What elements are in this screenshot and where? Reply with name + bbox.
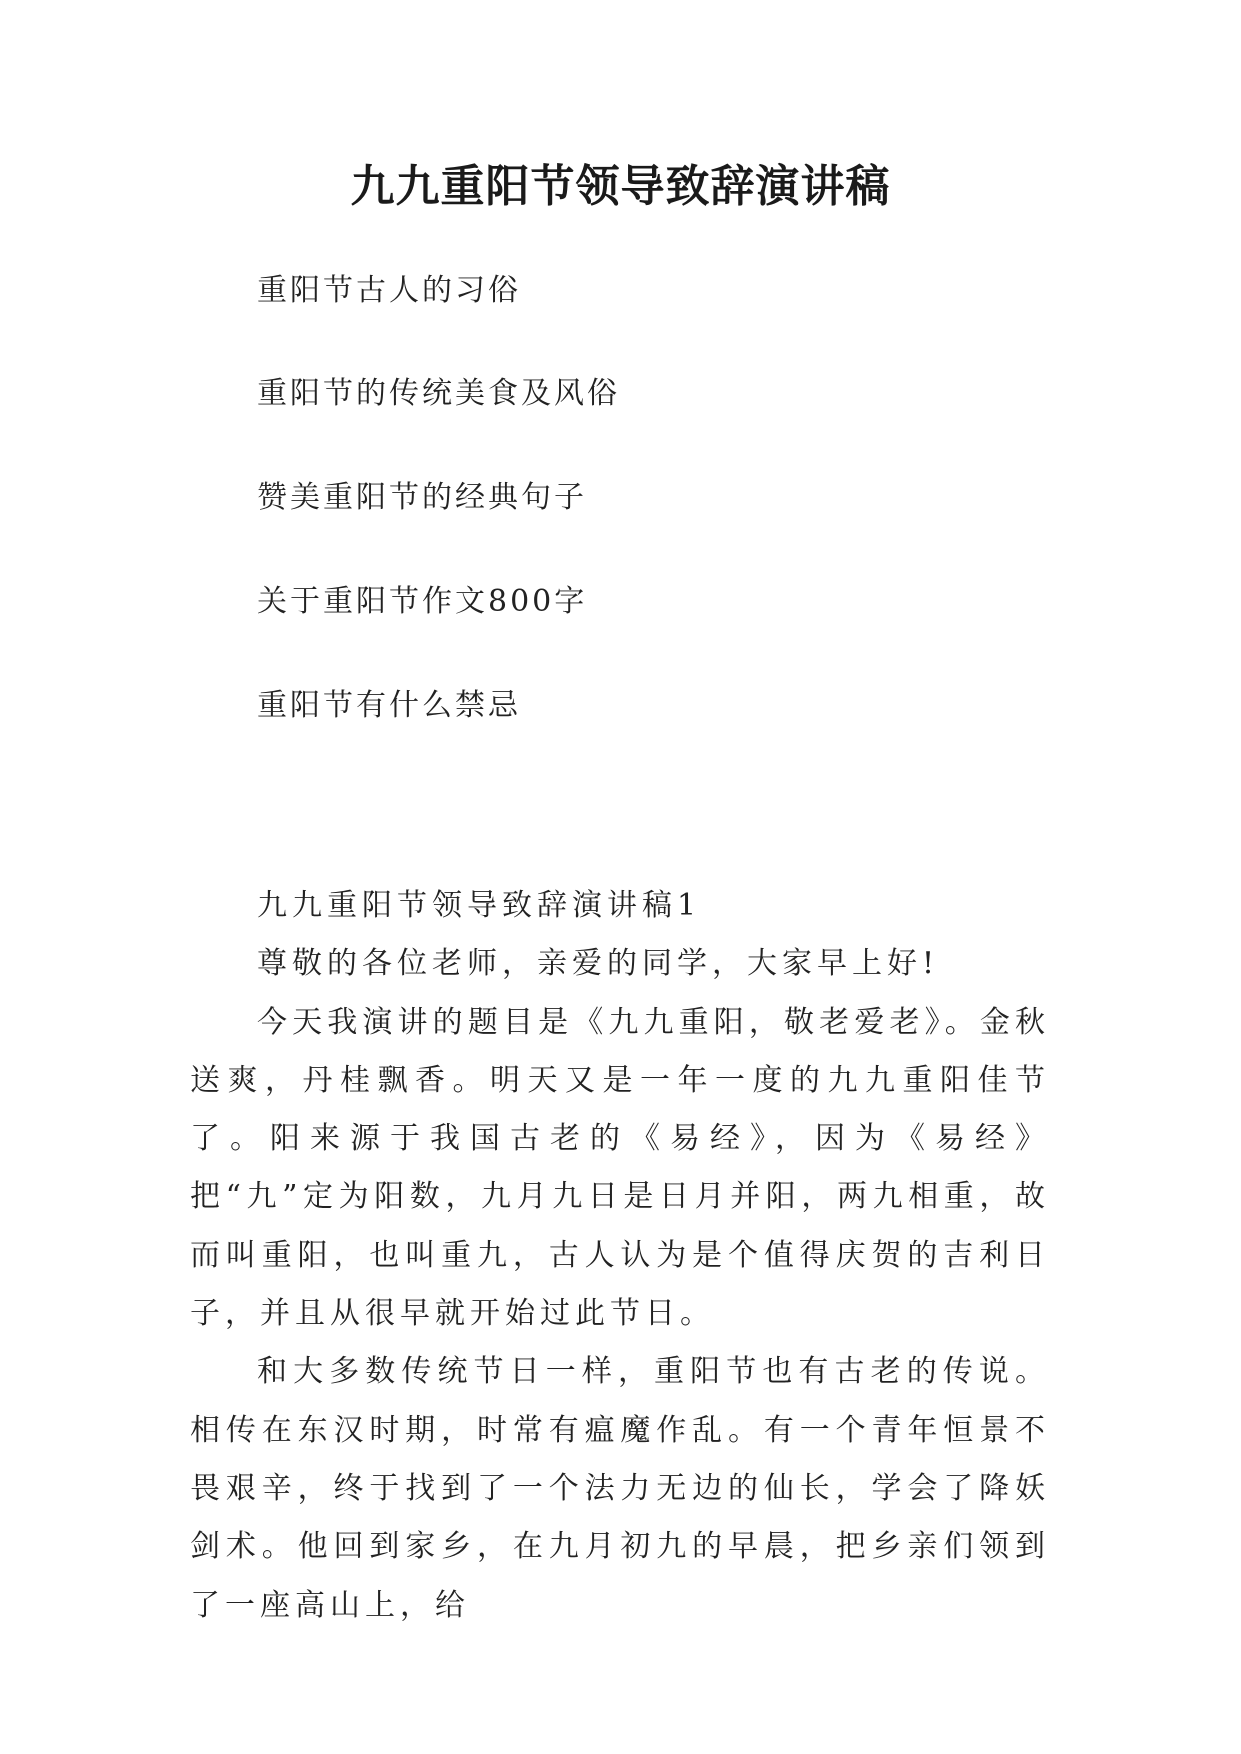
- toc-item: 赞美重阳节的经典句子: [257, 480, 587, 515]
- toc-item: 重阳节的传统美食及风俗: [257, 376, 620, 411]
- body-paragraph: 尊敬的各位老师，亲爱的同学，大家早上好!: [257, 946, 940, 982]
- section-heading: 九九重阳节领导致辞演讲稿1: [257, 888, 702, 923]
- toc-item: 重阳节古人的习俗: [257, 273, 521, 308]
- toc-item: 重阳节有什么禁忌: [257, 688, 521, 723]
- document-body: [190, 877, 1050, 1635]
- body-paragraph: 和大多数传统节日一样，重阳节也有古老的传说。相传在东汉时期，时常有瘟魔作乱。有一个青年恒景不畏艰辛，终于找到了一个法力无边的仙长，学会了降妖剑术。他回到家乡，在九月初九的早晨，把乡亲们领到了一座高山上，给: [190, 1354, 1050, 1623]
- toc-item: 关于重阳节作文800字: [257, 584, 588, 619]
- document-title: 九九重阳节领导致辞演讲稿: [350, 161, 891, 212]
- body-paragraph: 今天我演讲的题目是《九九重阳，敬老爱老》。金秋送爽，丹桂飘香。明天又是一年一度的九九重阳佳节了。阳来源于我国古老的《易经》，因为《易经》把“九”定为阳数，九月九日是日月并阳，两九相重，故而叫重阳，也叫重九，古人认为是个值得庆贺的吉利日子，并且从很早就开始过此节日。: [190, 1004, 1050, 1332]
